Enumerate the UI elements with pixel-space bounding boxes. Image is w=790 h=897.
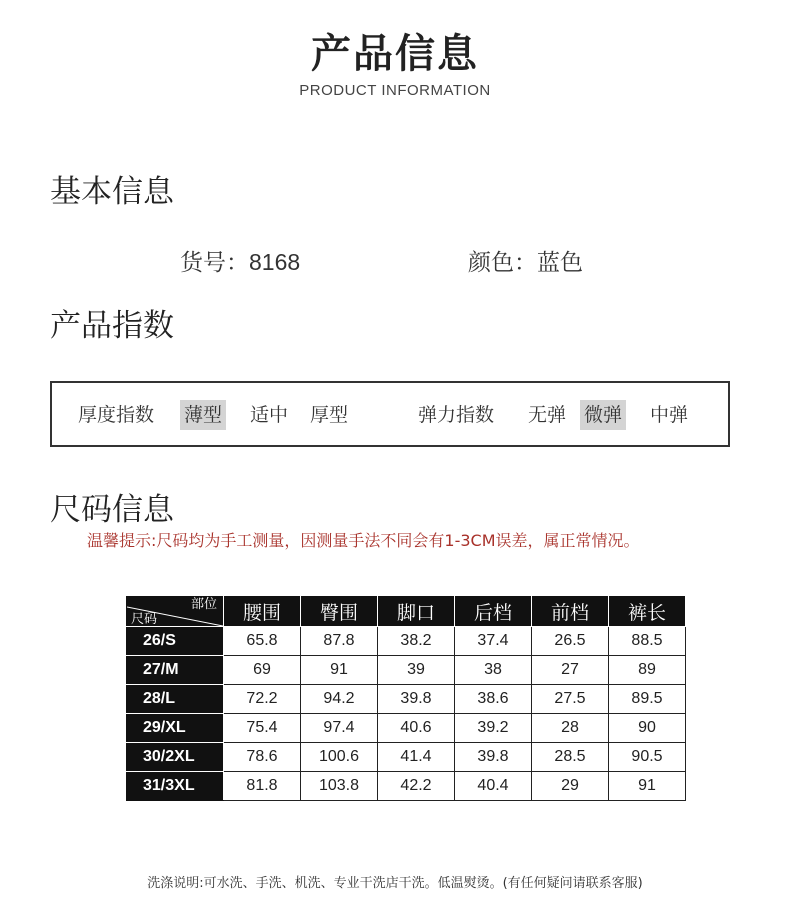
table-cell: 29 bbox=[532, 772, 609, 801]
column-header-leg-opening: 脚口 bbox=[378, 597, 455, 627]
corner-label-size: 尺码 bbox=[131, 611, 158, 626]
table-row bbox=[127, 772, 686, 801]
table-cell: 89.5 bbox=[609, 685, 686, 714]
item-number-label: 货号： bbox=[180, 250, 249, 276]
item-number bbox=[180, 244, 300, 277]
size-label: 27/M bbox=[127, 656, 224, 685]
section-title-index: 产品指数 bbox=[50, 308, 174, 344]
elasticity-option-none: 无弹 bbox=[528, 404, 567, 426]
column-header-length: 裤长 bbox=[609, 597, 686, 627]
table-row bbox=[127, 714, 686, 743]
item-number-value: 8168 bbox=[249, 249, 301, 275]
measurement-tip: 温馨提示:尺码均为手工测量，因测量手法不同会有1-3CM误差，属正常情况。 bbox=[87, 531, 640, 550]
table-row bbox=[127, 685, 686, 714]
table-cell: 88.5 bbox=[609, 627, 686, 656]
page-title: 产品信息 bbox=[311, 30, 479, 77]
column-header-waist: 腰围 bbox=[224, 597, 301, 627]
elasticity-index-label: 弹力指数 bbox=[418, 404, 495, 426]
elasticity-option-medium: 中弹 bbox=[650, 404, 689, 426]
table-cell: 39.8 bbox=[455, 743, 532, 772]
column-header-back-rise: 后档 bbox=[455, 597, 532, 627]
table-cell: 39.8 bbox=[378, 685, 455, 714]
table-row bbox=[127, 656, 686, 685]
table-cell: 38.6 bbox=[455, 685, 532, 714]
size-label: 30/2XL bbox=[127, 743, 224, 772]
table-cell: 89 bbox=[609, 656, 686, 685]
table-cell: 27.5 bbox=[532, 685, 609, 714]
table-cell: 65.8 bbox=[224, 627, 301, 656]
table-cell: 78.6 bbox=[224, 743, 301, 772]
table-cell: 81.8 bbox=[224, 772, 301, 801]
size-label: 29/XL bbox=[127, 714, 224, 743]
table-cell: 90 bbox=[609, 714, 686, 743]
size-label: 31/3XL bbox=[127, 772, 224, 801]
thickness-option-thin: 薄型 bbox=[180, 400, 226, 430]
table-cell: 90.5 bbox=[609, 743, 686, 772]
table-cell: 27 bbox=[532, 656, 609, 685]
column-header-hip: 臀围 bbox=[301, 597, 378, 627]
table-cell: 97.4 bbox=[301, 714, 378, 743]
thickness-option-thick: 厚型 bbox=[310, 404, 349, 426]
table-cell: 91 bbox=[609, 772, 686, 801]
size-chart-table bbox=[126, 596, 686, 801]
section-title-size: 尺码信息 bbox=[50, 492, 174, 528]
column-header-front-rise: 前档 bbox=[532, 597, 609, 627]
table-cell: 40.4 bbox=[455, 772, 532, 801]
size-table-corner bbox=[127, 597, 224, 627]
size-label: 26/S bbox=[127, 627, 224, 656]
thickness-option-medium: 适中 bbox=[250, 404, 289, 426]
table-cell: 69 bbox=[224, 656, 301, 685]
care-instructions: 洗涤说明:可水洗、手洗、机洗、专业干洗店干洗。低温熨烫。(有任何疑问请联系客服) bbox=[147, 876, 643, 891]
table-cell: 75.4 bbox=[224, 714, 301, 743]
section-title-basic: 基本信息 bbox=[50, 174, 174, 210]
table-cell: 39.2 bbox=[455, 714, 532, 743]
table-cell: 42.2 bbox=[378, 772, 455, 801]
product-color bbox=[468, 244, 583, 277]
table-cell: 26.5 bbox=[532, 627, 609, 656]
table-cell: 37.4 bbox=[455, 627, 532, 656]
table-row bbox=[127, 743, 686, 772]
table-cell: 38 bbox=[455, 656, 532, 685]
elasticity-option-slight: 微弹 bbox=[580, 400, 626, 430]
table-cell: 39 bbox=[378, 656, 455, 685]
table-cell: 94.2 bbox=[301, 685, 378, 714]
color-value: 蓝色 bbox=[537, 250, 583, 276]
table-cell: 100.6 bbox=[301, 743, 378, 772]
corner-label-part: 部位 bbox=[190, 596, 217, 611]
color-label: 颜色： bbox=[468, 250, 537, 276]
table-row bbox=[127, 627, 686, 656]
product-index-box bbox=[50, 381, 730, 447]
table-cell: 103.8 bbox=[301, 772, 378, 801]
size-label: 28/L bbox=[127, 685, 224, 714]
table-cell: 38.2 bbox=[378, 627, 455, 656]
table-cell: 87.8 bbox=[301, 627, 378, 656]
table-cell: 28.5 bbox=[532, 743, 609, 772]
page-subtitle: PRODUCT INFORMATION bbox=[299, 82, 491, 99]
thickness-index-label: 厚度指数 bbox=[78, 404, 155, 426]
size-table-header-row bbox=[127, 597, 686, 627]
table-cell: 28 bbox=[532, 714, 609, 743]
table-cell: 41.4 bbox=[378, 743, 455, 772]
table-cell: 72.2 bbox=[224, 685, 301, 714]
table-cell: 40.6 bbox=[378, 714, 455, 743]
table-cell: 91 bbox=[301, 656, 378, 685]
